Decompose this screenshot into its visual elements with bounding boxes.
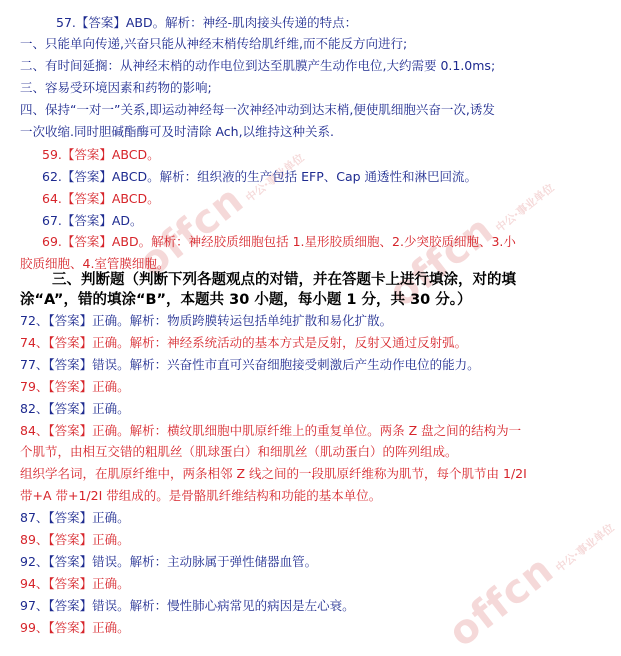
answer-line-q69-2: 胶质细胞、4.室管膜细胞。 — [20, 256, 170, 271]
answer-line-q77: 77、【答案】错误。解析：兴奋性市直可兴奋细胞接受刺激后产生动作电位的能力。 — [20, 357, 480, 372]
answer-line-q72: 72、【答案】正确。解析：物质跨膜转运包括单纯扩散和易化扩散。 — [20, 313, 393, 328]
section-heading-line2: 涂“A”，错的填涂“B”，本题共 30 小题，每小题 1 分，共 30 分。） — [20, 292, 472, 308]
section-heading-line1: 三、判断题（判断下列各题观点的对错，并在答题卡上进行填涂，对的填 — [52, 272, 516, 288]
answer-line-q87: 87、【答案】正确。 — [20, 510, 130, 525]
answer-line-q94: 94、【答案】正确。 — [20, 576, 130, 591]
watermark-small: 中公·事业单位 — [243, 151, 307, 205]
answer-line-q64: 64.【答案】ABCD。 — [42, 191, 160, 206]
answer-line-q99: 99、【答案】正确。 — [20, 620, 130, 635]
answer-line-q84: 84、【答案】正确。解析：横纹肌细胞中肌原纤维上的重复单位。两条 Z 盘之间的结构为一 — [20, 423, 522, 438]
answer-line-q84-4: 带+A 带+1/2I 带组成的。是骨骼肌纤维结构和功能的基本单位。 — [20, 488, 382, 503]
answer-line-q69: 69.【答案】ABD。解析：神经胶质细胞包括 1.星形胶质细胞、2.少突胶质细胞、3.小 — [42, 234, 516, 249]
watermark-big: offcn — [130, 176, 253, 287]
answer-line-q92: 92、【答案】错误。解析：主动脉属于弹性储器血管。 — [20, 554, 318, 569]
answer-line-q57-4: 四、保持“一对一”关系,即运动神经每一次神经冲动到达末梢,便使肌细胞兴奋一次,诱发 — [20, 102, 495, 117]
answer-line-q74: 74、【答案】正确。解析：神经系统活动的基本方式是反射，反射又通过反射弧。 — [20, 335, 468, 350]
answer-line-q67: 67.【答案】AD。 — [42, 213, 143, 228]
answer-line-q59: 59.【答案】ABCD。 — [42, 147, 160, 162]
answer-line-q57-2: 二、有时间延搁：从神经末梢的动作电位到达至肌膜产生动作电位,大约需要 0.1.0ms; — [20, 58, 496, 73]
watermark-big: offcn — [440, 546, 563, 656]
answer-line-q82: 82、【答案】正确。 — [20, 401, 130, 416]
answer-line-q57-3: 三、容易受环境因素和药物的影响; — [20, 80, 212, 95]
watermark-big: offcn — [380, 206, 503, 317]
answer-line-q84-2: 个肌节，由相互交错的粗肌丝（肌球蛋白）和细肌丝（肌动蛋白）的阵列组成。 — [20, 444, 458, 459]
answer-line-q97: 97、【答案】错误。解析：慢性肺心病常见的病因是左心衰。 — [20, 598, 355, 613]
answer-line-q89: 89、【答案】正确。 — [20, 532, 130, 547]
answer-line-q57-1: 一、只能单向传递,兴奋只能从神经末梢传给肌纤维,而不能反方向进行; — [20, 36, 408, 51]
answer-line-q79: 79、【答案】正确。 — [20, 379, 130, 394]
answer-line-q57: 57.【答案】ABD。解析：神经-肌肉接头传递的特点： — [56, 15, 358, 30]
answer-line-q62: 62.【答案】ABCD。解析：组织液的生产包括 EFP、Cap 通透性和淋巴回流。 — [42, 169, 478, 184]
watermark-small: 中公·事业单位 — [553, 521, 617, 575]
watermark-small: 中公·事业单位 — [493, 181, 557, 235]
answer-line-q57-5: 一次收缩.同时胆碱酯酶可及时清除 Ach,以维持这种关系. — [20, 124, 335, 139]
answer-line-q84-3: 组织学名词，在肌原纤维中，两条相邻 Z 线之间的一段肌原纤维称为肌节，每个肌节由 1/2I — [20, 466, 527, 481]
